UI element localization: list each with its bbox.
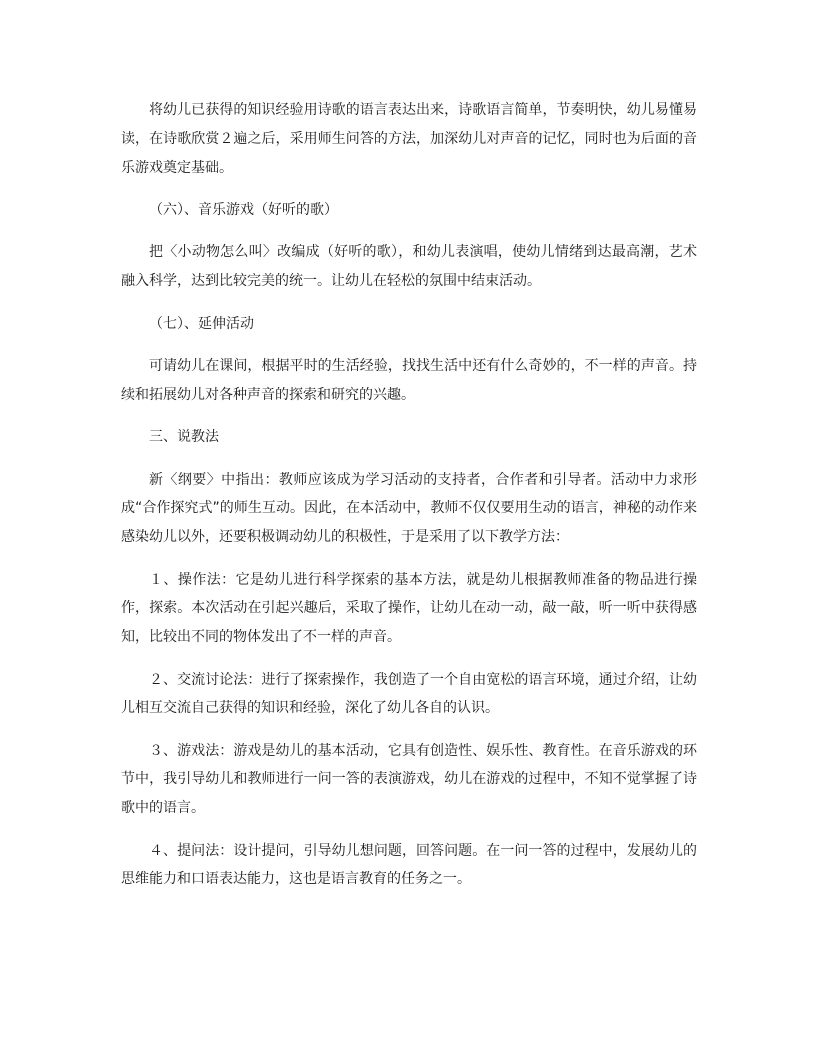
paragraph-method-questioning: ４、提问法：设计提问，引导幼儿想问题，回答问题。在一问一答的过程中，发展幼儿的思维能力和口语表达能力，这也是语言教育的任务之一。	[121, 842, 697, 888]
paragraph-extension-activity: 可请幼儿在课间，根据平时的生活经验，找找生活中还有什么奇妙的，不一样的声音。持续和拓展幼儿对各种声音的探索和研究的兴趣。	[121, 357, 697, 403]
paragraph-teaching-methods-intro: 新〈纲要〉中指出：教师应该成为学习活动的支持者，合作者和引导者。活动中力求形成“合作探究式”的师生互动。因此，在本活动中，教师不仅仅要用生动的语言，神秘的动作来感染幼儿以外，还要积极调动幼儿的积极性，于是采用了以下教学方法：	[121, 471, 697, 546]
paragraph-method-discussion: ２、交流讨论法：进行了探索操作，我创造了一个自由宽松的语言环境，通过介绍，让幼儿相互交流自己获得的知识和经验，深化了幼儿各自的认识。	[121, 671, 697, 717]
paragraph-poem-summary: 将幼儿已获得的知识经验用诗歌的语言表达出来，诗歌语言简单，节奏明快，幼儿易懂易读，在诗歌欣赏２遍之后，采用师生问答的方法，加深幼儿对声音的记忆，同时也为后面的音乐游戏奠定基础。	[121, 102, 697, 176]
heading-teaching-methods: 三、说教法	[149, 429, 219, 446]
document-body	[121, 96, 697, 908]
paragraph-music-game: 把〈小动物怎么叫〉改编成（好听的歌），和幼儿表演唱，使幼儿情绪到达最高潮，艺术融入科学，达到比较完美的统一。让幼儿在轻松的氛围中结束活动。	[121, 244, 697, 290]
heading-extension-activity: （七）、延伸活动	[149, 315, 254, 332]
heading-music-game: （六）、音乐游戏（好听的歌）	[149, 201, 338, 218]
paragraph-method-operation: １、操作法：它是幼儿进行科学探索的基本方法，就是幼儿根据教师准备的物品进行操作，探索。本次活动在引起兴趣后，采取了操作，让幼儿在动一动，敲一敲，听一听中获得感知，比较出不同的物体发出了不一样的声音。	[121, 571, 697, 646]
paragraph-method-game: ３、游戏法：游戏是幼儿的基本活动，它具有创造性、娱乐性、教育性。在音乐游戏的环节中，我引导幼儿和教师进行一问一答的表演游戏，幼儿在游戏的过程中，不知不觉掌握了诗歌中的语言。	[121, 742, 697, 817]
